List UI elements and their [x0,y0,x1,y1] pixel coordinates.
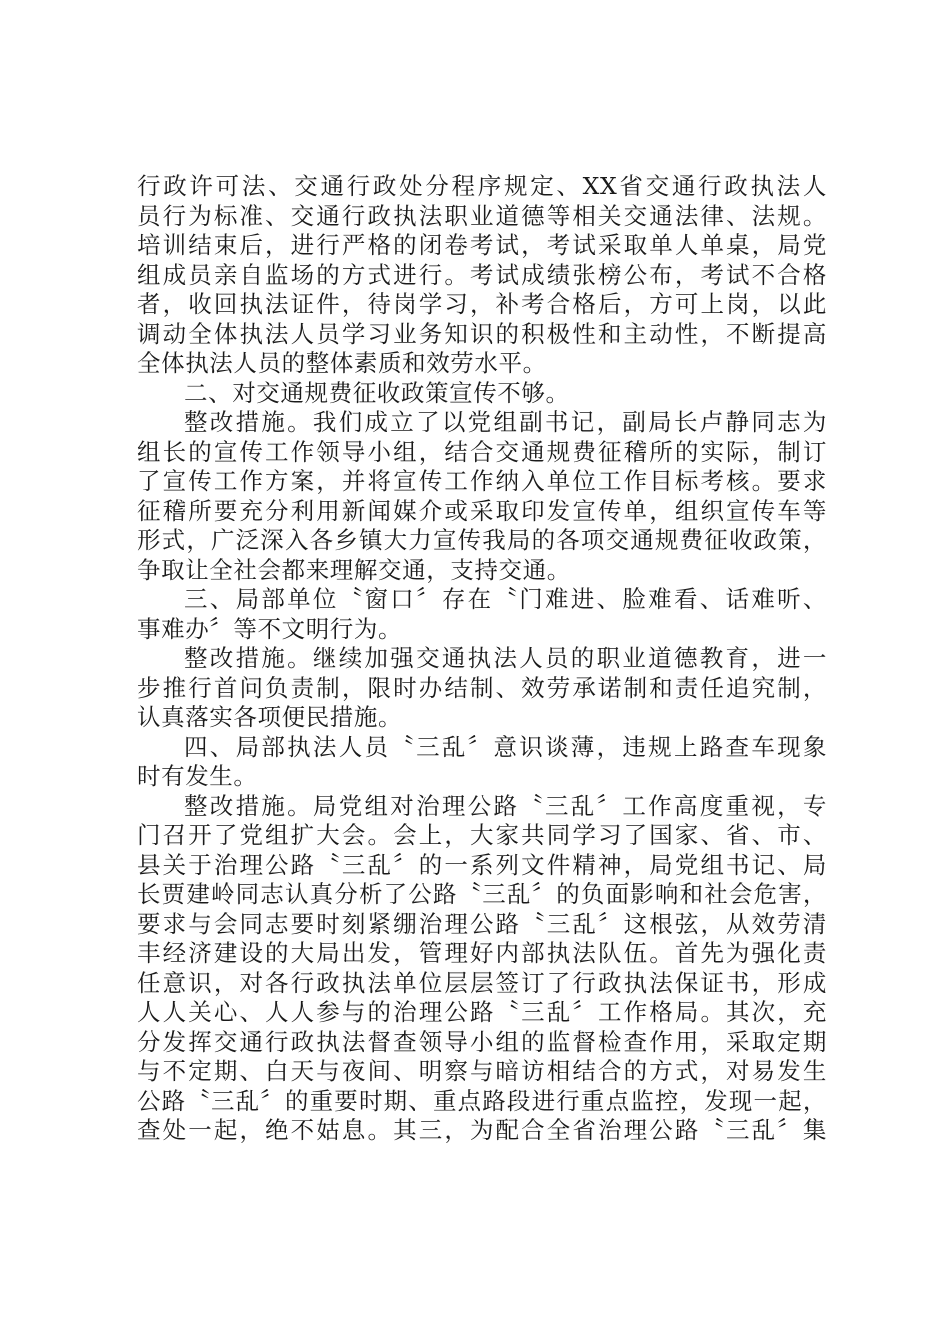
text-line: 争取让全社会都来理解交通，支持交通。 [137,555,571,584]
text-line: 与不定期、白天与夜间、明察与暗访相结合的方式，对易发生 [137,1057,827,1085]
text-line: 任意识，对各行政执法单位层层签订了行政执法保证书，形成 [137,968,827,997]
section-heading-cont: 时有发生。 [137,762,258,790]
text-line: 查处一起，绝不姑息。其三，为配合全省治理公路〝三乱〞集 [137,1116,827,1144]
text-line: 要求与会同志要时刻紧绷治理公路〝三乱〞这根弦，从效劳清 [137,909,827,938]
text-line: 公路〝三乱〞的重要时期、重点路段进行重点监控，发现一起， [137,1086,827,1115]
text-line: 组成员亲自监场的方式进行。考试成绩张榜公布，考试不合格 [137,260,827,289]
text-line: 分发挥交通行政执法督查领导小组的监督检查作用，采取定期 [137,1027,827,1056]
section-heading: 三、局部单位〝窗口〞存在〝门难进、脸难看、话难听、 [184,585,827,613]
text-line: 整改措施。我们成立了以党组副书记，副局长卢静同志为 [184,408,827,436]
text-line: 步推行首问负责制，限时办结制、效劳承诺制和责任追究制， [137,673,827,702]
text-line: 行政许可法、交通行政处分程序规定、XX省交通行政执法人 [137,172,827,200]
section-heading-cont: 事难办〞等不文明行为。 [137,614,403,643]
text-line: 县关于治理公路〝三乱〞的一系列文件精神，局党组书记、局 [137,850,827,879]
text-line: 长贾建岭同志认真分析了公路〝三乱〞的负面影响和社会危害， [137,880,827,908]
body-text [137,172,827,1146]
section-heading: 四、局部执法人员〝三乱〞意识谈薄，违规上路查车现象 [184,732,827,761]
text-line: 全体执法人员的整体素质和效劳水平。 [137,349,547,377]
text-line: 人人关心、人人参与的治理公路〝三乱〞工作格局。其次，充 [137,998,827,1026]
text-line: 征稽所要充分利用新闻媒介或采取印发宣传单，组织宣传车等 [137,496,827,525]
text-line: 整改措施。局党组对治理公路〝三乱〞工作高度重视，专 [184,791,827,820]
text-line: 整改措施。继续加强交通执法人员的职业道德教育，进一 [184,644,827,672]
text-line: 了宣传工作方案，并将宣传工作纳入单位工作目标考核。要求 [137,467,827,495]
text-line: 门召开了党组扩大会。会上，大家共同学习了国家、省、市、 [137,821,827,849]
text-line: 形式，广泛深入各乡镇大力宣传我局的各项交通规费征收政策， [137,526,827,554]
text-line: 员行为标准、交通行政执法职业道德等相关交通法律、法规。 [137,201,827,230]
section-heading: 二、对交通规费征收政策宣传不够。 [184,378,570,407]
text-line: 丰经济建设的大局出发，管理好内部执法队伍。首先为强化责 [137,939,827,967]
text-line: 者，收回执法证件，待岗学习，补考合格后，方可上岗，以此 [137,290,827,318]
text-line: 组长的宣传工作领导小组，结合交通规费征稽所的实际，制订 [137,437,827,466]
text-line: 认真落实各项便民措施。 [137,703,403,731]
text-line: 培训结束后，进行严格的闭卷考试，考试采取单人单桌，局党 [137,231,827,259]
text-line: 调动全体执法人员学习业务知识的积极性和主动性，不断提高 [137,319,827,348]
